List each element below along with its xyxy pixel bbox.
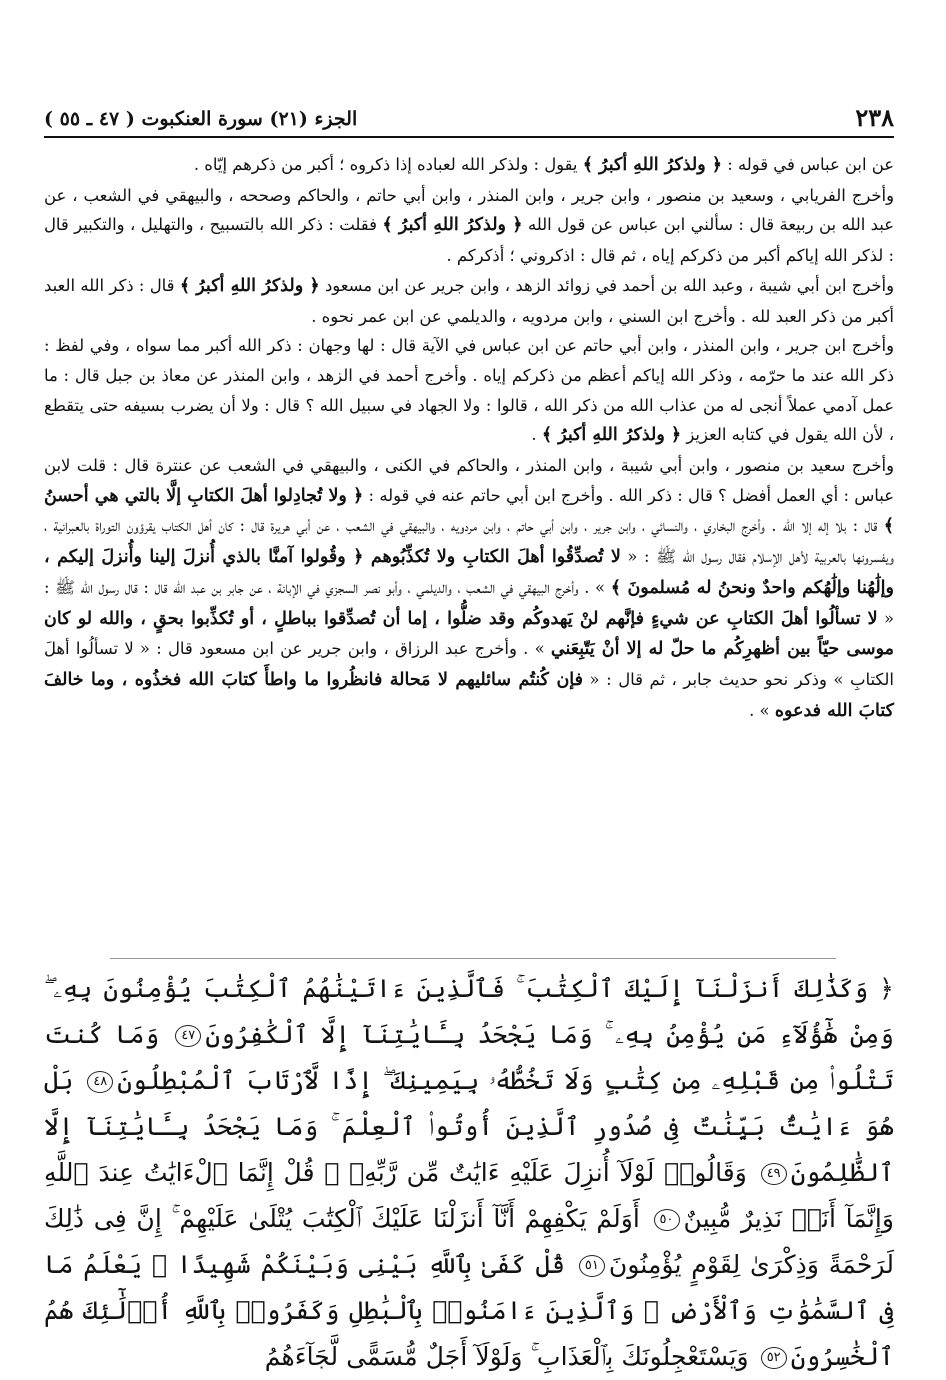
verse-number-icon: ٥٢ xyxy=(761,1347,787,1369)
verse-text: قُلْ كَفَىٰ بِٱللَّهِ بَيْنِى وَبَيْنَكُمْ شَهِيدًا ۖ يَعْلَمُ مَا فِى ٱلسَّمَٰوَٰتِ وَٱلْأَرْضِ ۗ وَٱلَّذِينَ ءَامَنُوا۟ بِٱلْبَٰطِلِ وَكَفَرُوا۟ بِٱللَّهِ أُو۟لَٰٓئِكَ هُمُ ٱلْخَٰسِرُونَ xyxy=(44,1250,894,1371)
verse-number-icon: ٤٧ xyxy=(175,1025,201,1047)
running-title: الجزء (٢١) سورة العنكبوت ( ٤٧ ـ ٥٥ ) xyxy=(44,108,358,130)
verse-text: وَيَسْتَعْجِلُونَكَ بِٱلْعَذَابِ ۚ وَلَوْلَآ أَجَلٌ مُّسَمًّى لَّجَآءَهُمُ xyxy=(264,1342,749,1371)
section-divider xyxy=(110,958,836,959)
commentary-paragraph: وأخرج سعيد بن منصور ، وابن أبي شيبة ، وابن المنذر ، والحاكم في الكنى ، والبيهقي في الشعب عن عنترة قال : قلت لابن عباس : أي العمل أفضل ؟ قال : ذكر الله . وأخرج ابن أبي حاتم عنه في قوله : ﴿ ولا تُجادِلوا أهلَ الكتابِ إلَّا بالتي هي أحسنُ ﴾ قال : بلا إله إلا الله . وأخرج البخاري ، والنسائي ، وابن جرير ، وابن أبي حاتم ، وابن مردويه ، والبيهقي في الشعب ، عن أبي هريرة قال : كان أهل الكتاب يقرؤون التوراة بالعبرانية ، ويفسرونها بالعربية لأهل الإسلام فقال رسول الله ﷺ : « لا تُصدِّقُوا أهلَ الكتابِ ولا تُكذِّبُوهم ﴿ وقُولوا آمنَّا بالذي أُنزلَ إلينا وأُنزلَ إليكم ، وإلَٰهُنا وإلَٰهُكم واحدٌ ونحنُ له مُسلمونَ ﴾ » . وأخرج البيهقي في الشعب ، والديلمي ، وأبو نصر السجزي في الإبانة ، عن جابر بن عبد الله قال : قال رسول الله ﷺ : « لا تسألُوا أهلَ الكتابِ عن شيءٍ فإنَّهم لنْ يَهدوكُم وقد ضلُّوا ، إما أن تُصدِّقوا بباطلٍ ، أو تُكذِّبوا بحقٍ ، والله لو كان موسى حيّاً بين أظهرِكُم ما حلّ له إلا أنْ يَتّبِعَني » . وأخرج عبد الرزاق ، وابن جرير عن ابن مسعود قال : « لا تسألُوا أهلَ الكتابِ » وذكر نحو حديث جابر ، ثم قال : « فإن كُنتُم سائليهم لا مَحالة فانظُروا ما واطأَ كتابَ الله فخذُوه ، وما خالفَ كتابَ الله فدعوه » . xyxy=(44,456,894,721)
verse-block xyxy=(44,966,894,1380)
verse-text: بَلْ هُوَ ءَايَٰتٌۢ بَيِّنَٰتٌ فِى صُدُورِ ٱلَّذِينَ أُوتُوا۟ ٱلْعِلْمَ ۚ وَمَا يَجْحَدُ بِـَٔايَٰتِنَآ إِلَّا ٱلظَّٰلِمُونَ xyxy=(44,1066,894,1187)
page-number: ٢٣٨ xyxy=(855,103,894,132)
verse-number-icon: ٥٠ xyxy=(654,1209,680,1231)
quran-quote: ﴿ ولا تُجادِلوا أهلَ الكتابِ إلَّا بالتي هي أحسنُ ﴾ xyxy=(44,485,894,537)
verse-text: وَمَا كُنتَ تَتْلُوا۟ مِن قَبْلِهِۦ مِن كِتَٰبٍ وَلَا تَخُطُّهُۥ بِيَمِينِكَ ۖ إِذًا لَّٱرْتَابَ ٱلْمُبْطِلُونَ xyxy=(44,1020,894,1095)
verse-number-icon: ٤٨ xyxy=(87,1071,113,1093)
commentary-paragraph: وأخرج ابن جرير ، وابن المنذر ، وابن أبي حاتم عن ابن عباس في الآية قال : لها وجهان : ذكر الله أكبر مما سواه ، وفي لفظ : ذكر الله عند ما حرّمه ، وذكر الله إياكم أعظم من ذكركم إياه . وأخرج أحمد في الزهد ، وابن المنذر عن معاذ بن جبل قال : ما عمل آدمي عملاً أنجى له من عذاب الله من ذكر الله ، قالوا : ولا الجهاد في سبيل الله ؟ قال : ولا أن يضرب بسيفه حتى يتقطع ، لأن الله يقول في كتابه العزيز ﴿ ولذكرُ اللهِ أكبرُ ﴾ . xyxy=(44,336,894,446)
quran-verses xyxy=(44,966,894,1380)
quran-quote: ﴿ ولذكرُ اللهِ أكبرُ ﴾ xyxy=(179,275,320,296)
verse-text: وَقَالُوا۟ لَوْلَآ أُنزِلَ عَلَيْهِ ءَايَٰتٌ مِّن رَّبِّهِۦ ۖ قُلْ إِنَّمَا ٱلْءَايَٰتُ عِندَ ٱللَّهِ وَإِنَّمَآ أَنَا۠ نَذِيرٌ مُّبِينٌ xyxy=(44,1158,894,1233)
page-header xyxy=(44,96,894,138)
verse-number-icon: ٥١ xyxy=(579,1255,605,1277)
hadith-quote: لا تسألُوا أهلَ الكتابِ عن شيءٍ فإنَّهم لنْ يَهدوكُم وقد ضلُّوا ، إما أن تُصدِّقوا بباطلٍ ، أو تُكذِّبوا بحقٍ ، والله لو كان موسى حيّاً بين أظهرِكُم ما حلّ له إلا أنْ يَتّبِعَني xyxy=(44,608,894,660)
hadith-quote: فإن كُنتُم سائليهم لا مَحالة فانظُروا ما واطأَ كتابَ الله فخذُوه ، وما خالفَ كتابَ الله فدعوه xyxy=(44,669,894,721)
commentary-text xyxy=(44,150,894,726)
commentary-paragraph: عن ابن عباس في قوله : ﴿ ولذكرُ اللهِ أكبرُ ﴾ يقول : ولذكر الله لعباده إذا ذكروه ؛ أكبر من ذكرهم إيّاه . xyxy=(193,155,894,175)
quran-quote: ﴿ ولذكرُ اللهِ أكبرُ ﴾ xyxy=(582,155,723,175)
commentary-paragraph: وأخرج ابن أبي شيبة ، وعبد الله بن أحمد في زوائد الزهد ، وابن جرير عن ابن مسعود ﴿ ولذكرُ اللهِ أكبرُ ﴾ قال : ذكر الله العبد أكبر من ذكر العبد لله . وأخرج ابن السني ، وابن مردويه ، والديلمي عن ابن عمر نحوه . xyxy=(44,275,894,326)
hadith-quote: لا تُصدِّقُوا أهلَ الكتابِ ولا تُكذِّبُوهم ﴿ وقُولوا آمنَّا بالذي أُنزلَ إلينا وأُنزلَ إليكم ، وإلَٰهُنا وإلَٰهُكم واحدٌ ونحنُ له مُسلمونَ ﴾ xyxy=(44,547,894,598)
quran-quote: ﴿ ولذكرُ اللهِ أكبرُ ﴾ xyxy=(382,215,523,236)
verse-text: ﴿ وَكَذَٰلِكَ أَنزَلْنَآ إِلَيْكَ ٱلْكِتَٰبَ ۚ فَٱلَّذِينَ ءَاتَيْنَٰهُمُ ٱلْكِتَٰبَ يُؤْمِنُونَ بِهِۦ ۖ وَمِنْ هَٰٓؤُلَآءِ مَن يُؤْمِنُ بِهِۦ ۚ وَمَا يَجْحَدُ بِـَٔايَٰتِنَآ إِلَّا ٱلْكَٰفِرُونَ xyxy=(44,974,894,1049)
verse-number-icon: ٤٩ xyxy=(761,1163,787,1185)
verse-text: أَوَلَمْ يَكْفِهِمْ أَنَّآ أَنزَلْنَا عَلَيْكَ ٱلْكِتَٰبَ يُتْلَىٰ عَلَيْهِمْ ۚ إِنَّ فِى ذَٰلِكَ لَرَحْمَةً وَذِكْرَىٰ لِقَوْمٍ يُؤْمِنُونَ xyxy=(44,1204,894,1279)
quran-quote: ﴿ ولذكرُ اللهِ أكبرُ ﴾ xyxy=(541,425,682,446)
commentary-paragraph: وأخرج الفريابي ، وسعيد بن منصور ، وابن جرير ، وابن المنذر ، وابن أبي حاتم ، والحاكم وصححه ، والبيهقي في الشعب ، عن عبد الله بن ربيعة قال : سألني ابن عباس عن قول الله ﴿ ولذكرُ اللهِ أكبرُ ﴾ فقلت : ذكر الله بالتسبيح ، والتهليل ، والتكبير قال : لذكر الله إياكم أكبر من ذكركم إياه ، ثم قال : اذكروني ؛ أذكركم . xyxy=(44,185,894,266)
